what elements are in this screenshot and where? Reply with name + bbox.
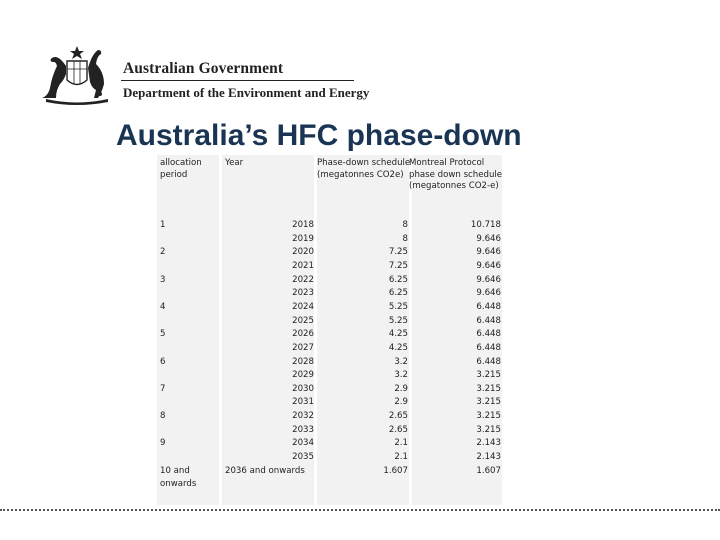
schedule-cell: 2.65 bbox=[388, 424, 408, 435]
schedule-cell: 4.25 bbox=[388, 342, 408, 353]
allocation-period-cell: 3 bbox=[160, 274, 166, 285]
year-cell: 2019 bbox=[292, 233, 314, 244]
schedule-cell: 8 bbox=[402, 220, 408, 230]
montreal-cell: 3.215 bbox=[476, 397, 501, 408]
schedule-cell: 5.25 bbox=[388, 301, 408, 312]
year-cell: 2030 bbox=[292, 383, 314, 394]
schedule-cell: 7.25 bbox=[388, 260, 408, 271]
montreal-cell: 6.448 bbox=[476, 329, 501, 340]
montreal-cell: 9.646 bbox=[476, 288, 501, 299]
schedule-cell: 7.25 bbox=[388, 247, 408, 258]
montreal-cell: 3.215 bbox=[476, 424, 501, 435]
schedule-cell: 1.607 bbox=[383, 465, 408, 476]
allocation-period-cell: 9 bbox=[160, 438, 166, 449]
header-year: Year bbox=[225, 158, 244, 168]
schedule-cell: 4.25 bbox=[388, 329, 408, 340]
schedule-cell: 2.65 bbox=[388, 411, 408, 422]
year-cell: 2028 bbox=[292, 356, 314, 367]
allocation-period-cell: 6 bbox=[160, 356, 166, 367]
montreal-cell: 1.607 bbox=[476, 465, 501, 476]
year-cell: 2031 bbox=[292, 397, 314, 408]
year-cell: 2024 bbox=[292, 301, 314, 312]
allocation-period-cell: 7 bbox=[160, 383, 166, 394]
montreal-cell: 3.215 bbox=[476, 411, 501, 422]
montreal-cell: 3.215 bbox=[476, 383, 501, 394]
schedule-cell: 2.9 bbox=[394, 383, 408, 394]
header-allocation-period: allocation period bbox=[160, 158, 202, 180]
year-cell: 2035 bbox=[292, 452, 314, 463]
schedule-cell: 3.2 bbox=[394, 370, 408, 381]
montreal-cell: 9.646 bbox=[476, 233, 501, 244]
year-cell: 2032 bbox=[292, 411, 314, 422]
montreal-cell: 6.448 bbox=[476, 342, 501, 353]
footer-dotted-divider bbox=[0, 509, 720, 511]
montreal-cell: 6.448 bbox=[476, 301, 501, 312]
montreal-cell: 9.646 bbox=[476, 260, 501, 271]
schedule-cell: 5.25 bbox=[388, 315, 408, 326]
year-cell: 2036 and onwards bbox=[225, 465, 305, 476]
schedule-cell: 6.25 bbox=[388, 288, 408, 299]
year-cell: 2033 bbox=[292, 424, 314, 435]
year-cell: 2029 bbox=[292, 370, 314, 381]
year-cell: 2034 bbox=[292, 438, 314, 449]
year-cell: 2021 bbox=[292, 260, 314, 271]
allocation-period-cell: 4 bbox=[160, 301, 166, 312]
page-title: Australia’s HFC phase-down bbox=[116, 119, 522, 152]
allocation-period-cell: 1 bbox=[160, 220, 166, 230]
montreal-cell: 9.646 bbox=[476, 274, 501, 285]
schedule-cell: 2.1 bbox=[394, 452, 408, 463]
header-montreal-protocol: Montreal Protocol phase down schedule (megatonnes CO2-e) bbox=[409, 158, 503, 191]
year-cell: 2018 bbox=[292, 220, 314, 230]
year-cell: 2020 bbox=[292, 247, 314, 258]
year-cell: 2023 bbox=[292, 288, 314, 299]
montreal-cell: 3.215 bbox=[476, 370, 501, 381]
montreal-cell: 2.143 bbox=[476, 438, 501, 449]
montreal-cell: 2.143 bbox=[476, 452, 501, 463]
year-cell: 2026 bbox=[292, 329, 314, 340]
allocation-period-cell: 8 bbox=[160, 411, 166, 422]
header-divider bbox=[121, 80, 354, 81]
year-cell: 2022 bbox=[292, 274, 314, 285]
hfc-phase-down-table bbox=[157, 155, 502, 505]
montreal-cell: 6.448 bbox=[476, 356, 501, 367]
schedule-cell: 2.1 bbox=[394, 438, 408, 449]
montreal-cell: 10.718 bbox=[470, 220, 501, 230]
allocation-period-cell: 2 bbox=[160, 247, 166, 258]
montreal-cell: 6.448 bbox=[476, 315, 501, 326]
montreal-cell: 9.646 bbox=[476, 247, 501, 258]
header-phase-down-schedule: Phase-down schedule (megatonnes CO2e) bbox=[317, 158, 411, 180]
allocation-period-cell: 10 and onwards bbox=[160, 465, 197, 489]
allocation-period-cell: 5 bbox=[160, 329, 166, 340]
schedule-cell: 3.2 bbox=[394, 356, 408, 367]
coat-of-arms-icon bbox=[40, 44, 114, 106]
government-name: Australian Government bbox=[123, 60, 284, 77]
year-cell: 2027 bbox=[292, 342, 314, 353]
schedule-cell: 8 bbox=[402, 233, 408, 244]
year-cell: 2025 bbox=[292, 315, 314, 326]
schedule-cell: 6.25 bbox=[388, 274, 408, 285]
department-name: Department of the Environment and Energy bbox=[123, 85, 370, 100]
schedule-cell: 2.9 bbox=[394, 397, 408, 408]
